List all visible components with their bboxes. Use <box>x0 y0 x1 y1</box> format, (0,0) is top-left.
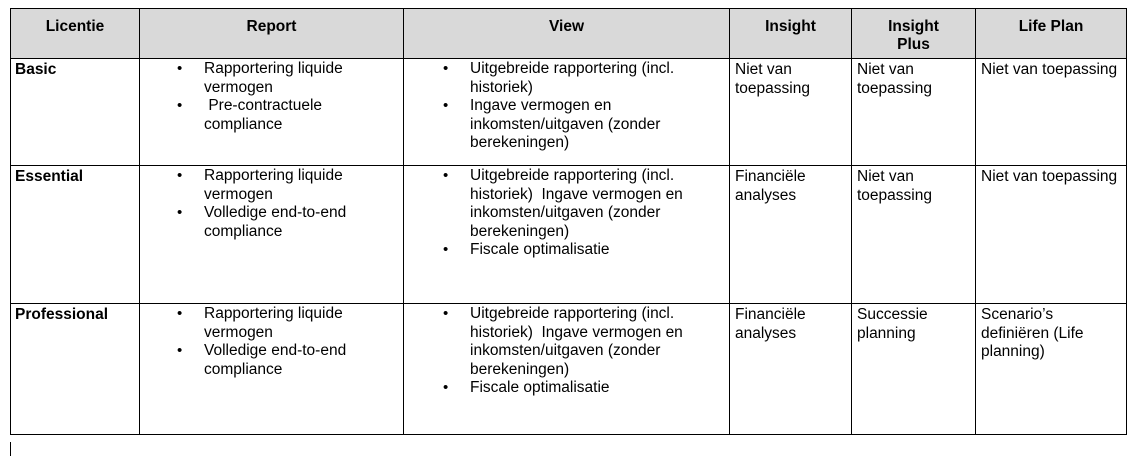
report-cell <box>140 59 404 166</box>
header-licentie: Licentie <box>11 9 140 59</box>
view-cell <box>404 59 730 166</box>
license-name: Essential <box>11 166 140 304</box>
table-row <box>11 166 1127 304</box>
view-list <box>410 60 723 153</box>
license-name: Basic <box>11 59 140 166</box>
table-row <box>11 304 1127 435</box>
view-list <box>410 167 723 260</box>
report-list <box>146 305 397 379</box>
insight-plus-cell: Successie planning <box>852 304 976 435</box>
life-plan-cell: Scenario’s definiëren (Life planning) <box>976 304 1127 435</box>
list-item: • Rapportering liquide vermogen <box>146 60 397 97</box>
insight-plus-cell: Niet van toepassing <box>852 166 976 304</box>
list-item: • Ingave vermogen en inkomsten/uitgaven (zonder berekeningen) <box>410 97 723 153</box>
text-cursor <box>10 442 11 456</box>
list-item: • Uitgebreide rapportering (incl. historiek) Ingave vermogen en inkomsten/uitgaven (zonder berekeningen) <box>410 305 723 379</box>
license-name: Professional <box>11 304 140 435</box>
list-item: • Volledige end-to-end compliance <box>146 204 397 241</box>
life-plan-cell: Niet van toepassing <box>976 166 1127 304</box>
view-cell <box>404 166 730 304</box>
report-list <box>146 167 397 241</box>
header-insight-plus: Insight Plus <box>852 9 976 59</box>
license-comparison-table <box>10 8 1127 435</box>
list-item: • Rapportering liquide vermogen <box>146 305 397 342</box>
header-row <box>11 9 1127 59</box>
view-list <box>410 305 723 398</box>
list-item: • Fiscale optimalisatie <box>410 241 723 260</box>
header-insight: Insight <box>730 9 852 59</box>
life-plan-cell: Niet van toepassing <box>976 59 1127 166</box>
list-item: • Fiscale optimalisatie <box>410 379 723 398</box>
report-list <box>146 60 397 134</box>
insight-cell: Niet van toepassing <box>730 59 852 166</box>
report-cell <box>140 304 404 435</box>
header-life-plan: Life Plan <box>976 9 1127 59</box>
list-item: • Volledige end-to-end compliance <box>146 342 397 379</box>
header-view: View <box>404 9 730 59</box>
list-item: • Uitgebreide rapportering (incl. historiek) Ingave vermogen en inkomsten/uitgaven (zonder berekeningen) <box>410 167 723 241</box>
report-cell <box>140 166 404 304</box>
list-item: • Pre-contractuele compliance <box>146 97 397 134</box>
insight-plus-cell: Niet van toepassing <box>852 59 976 166</box>
list-item: • Uitgebreide rapportering (incl. historiek) <box>410 60 723 97</box>
list-item: • Rapportering liquide vermogen <box>146 167 397 204</box>
header-report: Report <box>140 9 404 59</box>
insight-cell: Financiële analyses <box>730 166 852 304</box>
insight-cell: Financiële analyses <box>730 304 852 435</box>
table-row <box>11 59 1127 166</box>
view-cell <box>404 304 730 435</box>
